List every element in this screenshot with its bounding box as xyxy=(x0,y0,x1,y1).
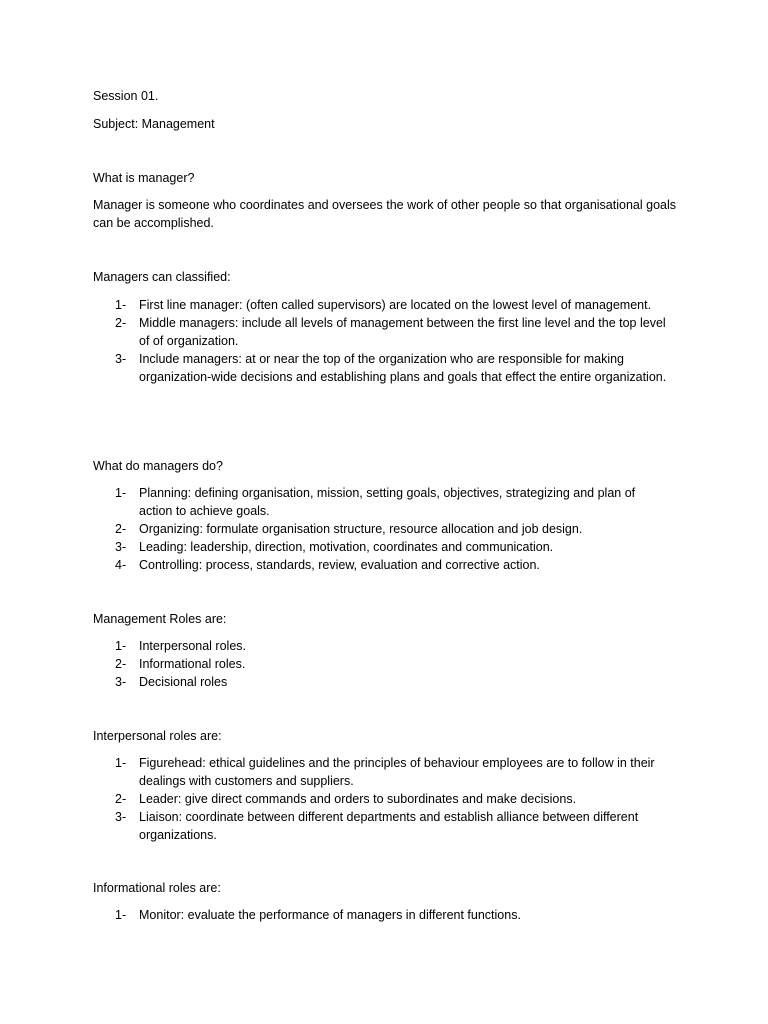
list-item: 1- Interpersonal roles. xyxy=(115,639,247,653)
list-item: 4- Controlling: process, standards, review, evaluation and corrective action. xyxy=(115,558,540,572)
classification-list xyxy=(0,296,768,386)
functions-heading: What do managers do? xyxy=(93,459,223,473)
list-item: 3- Decisional roles xyxy=(115,675,228,689)
list-item: 3- Liaison: coordinate between different departments and establish alliance between different organizations. xyxy=(115,810,639,842)
interpersonal-list xyxy=(0,754,768,844)
list-item: 2- Informational roles. xyxy=(115,657,246,671)
list-item: 2- Organizing: formulate organisation structure, resource allocation and job design. xyxy=(115,522,583,536)
informational-list xyxy=(0,906,768,924)
list-item: 1- Figurehead: ethical guidelines and the principles of behaviour employees are to follow in their dealings with customers and suppliers. xyxy=(115,756,655,788)
list-item: 3- Leading: leadership, direction, motivation, coordinates and communication. xyxy=(115,540,554,554)
subject-label: Subject: Management xyxy=(93,117,215,131)
roles-heading: Management Roles are: xyxy=(93,612,227,626)
question-heading: What is manager? xyxy=(93,171,195,185)
list-item: 1- Planning: defining organisation, mission, setting goals, objectives, strategizing and plan of action to achieve goals. xyxy=(115,486,636,518)
interpersonal-heading: Interpersonal roles are: xyxy=(93,729,222,743)
roles-list xyxy=(0,637,768,691)
functions-list xyxy=(0,484,768,574)
session-label: Session 01. xyxy=(93,89,159,103)
classification-heading: Managers can classified: xyxy=(93,270,231,284)
informational-heading: Informational roles are: xyxy=(93,881,221,895)
list-item: 1- First line manager: (often called supervisors) are located on the lowest level of management. xyxy=(115,298,652,312)
definition-paragraph: Manager is someone who coordinates and oversees the work of other people so that organisational goals can be accomplished. xyxy=(93,198,676,230)
list-item: 3- Include managers: at or near the top of the organization who are responsible for making organization-wide decisions and establishing plans and goals that effect the entire organization. xyxy=(115,352,667,384)
list-item: 1- Monitor: evaluate the performance of managers in different functions. xyxy=(115,908,521,922)
list-item: 2- Middle managers: include all levels of management between the first line level and the top level of of organization. xyxy=(115,316,666,348)
list-item: 2- Leader: give direct commands and orders to subordinates and make decisions. xyxy=(115,792,577,806)
